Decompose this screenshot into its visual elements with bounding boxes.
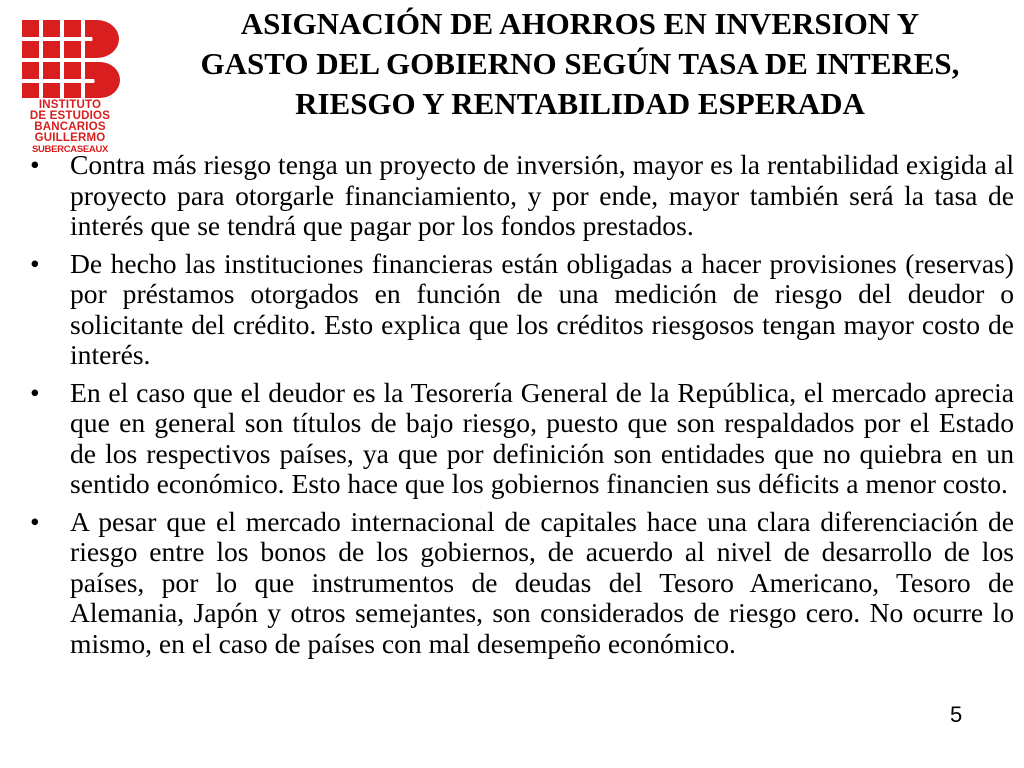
bullet-icon: • [30, 505, 40, 537]
logo-line: BANCARIOS [34, 121, 106, 133]
logo-line: SUBERCASEAUX [31, 144, 109, 155]
bullet-item [26, 507, 1014, 660]
title-line: GASTO DEL GOBIERNO SEGÚN TASA DE INTERES, [200, 46, 960, 81]
logo-caption [22, 100, 118, 155]
bullet-text: De hecho las instituciones financieras están obligadas a hacer provisiones (reservas) por préstamos otorgados en función de una medición de riesgo del deudor o solicitante del crédito. Esto explica que los créditos riesgosos tengan mayor costo de interés. [70, 247, 1014, 370]
bullet-item [26, 249, 1014, 371]
bullet-list [26, 150, 1014, 666]
bullet-icon: • [30, 149, 40, 180]
logo-line: GUILLERMO [34, 132, 106, 144]
logo-line: INSTITUTO [38, 99, 102, 111]
title-line: RIESGO Y RENTABILIDAD ESPERADA [295, 86, 865, 121]
page-number: 5 [950, 702, 963, 727]
logo-line: DE ESTUDIOS [29, 110, 111, 122]
bullet-text: A pesar que el mercado internacional de capitales hace una clara diferenciación de riesgo entre los bonos de los gobiernos, de acuerdo al nivel de desarrollo de los países, por lo que instrumentos de deudas del Tesoro Americano, Tesoro de Alemania, Japón y otros semejantes, son considerados de riesgo cero. No ocurre lo mismo, en el caso de países con mal desempeño económico. [70, 505, 1014, 659]
bullet-icon: • [30, 376, 40, 408]
bullet-item [26, 378, 1014, 500]
bullet-item [26, 150, 1014, 242]
bullet-text: Contra más riesgo tenga un proyecto de inversión, mayor es la rentabilidad exigida al proyecto para otorgarle financiamiento, y por ende, mayor también será la tasa de interés que se tendrá que pagar por los fondos prestados. [70, 149, 1014, 241]
bullet-icon: • [30, 247, 40, 279]
title-line: ASIGNACIÓN DE AHORROS EN INVERSION Y [240, 6, 920, 41]
slide-title [150, 4, 1010, 124]
bullet-text: En el caso que el deudor es la Tesorería General de la República, el mercado aprecia que en general son títulos de bajo riesgo, puesto que son respaldados por el Estado de los respectivos países, ya que por definición son entidades que no quiebra en un sentido económico. Esto hace que los gobiernos financien sus déficits a menor costo. [70, 376, 1014, 499]
